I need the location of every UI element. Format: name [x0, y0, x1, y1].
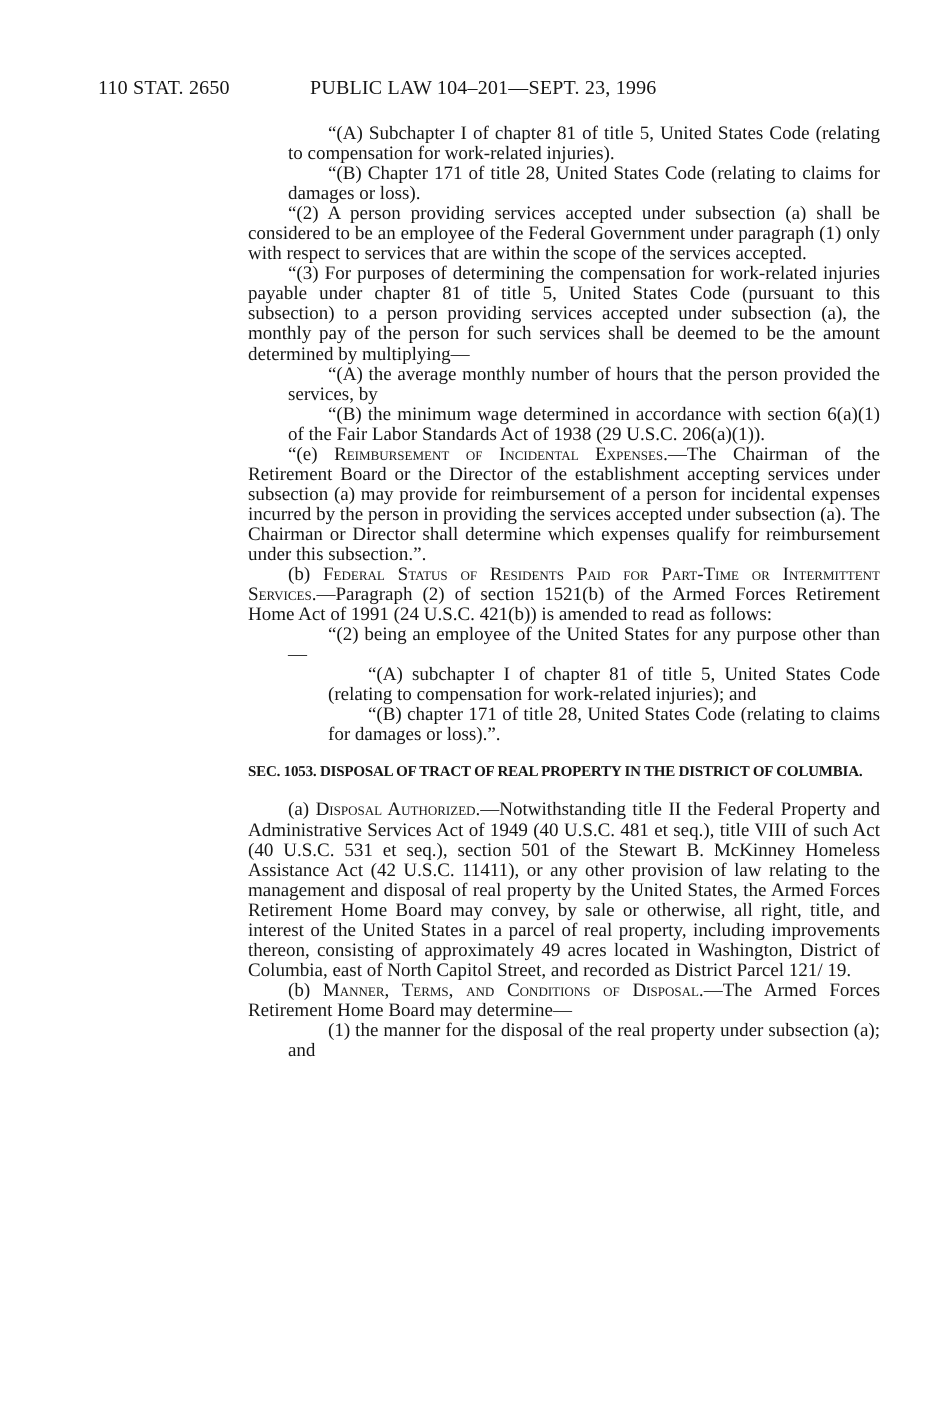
public-law-title: PUBLIC LAW 104–201—SEPT. 23, 1996	[310, 77, 657, 99]
stat-citation: 110 STAT. 2650	[98, 77, 230, 99]
subsection-heading: Disposal Authorized.	[315, 799, 481, 821]
paragraph: “(e) Reimbursement of Incidental Expenses.—The Chairman of the Retirement Board or the Director of the establishment accepting services under subsection (a) may provide for reimbursement of a person for incidental expenses incurred by the person in providing the services accepted under subsection (a). The Chairman or Director shall determine which expenses qualify for reimbursement under this subsection.”.	[248, 443, 880, 565]
paragraph: “(B) Chapter 171 of title 28, United States Code (relating to claims for damages or loss).	[288, 163, 880, 205]
page-header	[98, 77, 657, 100]
paragraph: “(A) subchapter I of chapter 81 of title 5, United States Code (relating to compensation for work-related injuries); and	[328, 664, 880, 706]
statute-text	[248, 124, 880, 1061]
paragraph: “(A) Subchapter I of chapter 81 of title 5, United States Code (relating to compensation for work-related injuries).	[288, 123, 880, 165]
paragraph: “(A) the average monthly number of hours that the person provided the services, by	[288, 363, 880, 405]
paragraph: “(B) the minimum wage determined in accordance with section 6(a)(1) of the Fair Labor Standards Act of 1938 (29 U.S.C. 206(a)(1)).	[288, 403, 880, 445]
subsection-heading: Reimbursement of Incidental Expenses.	[334, 443, 668, 465]
section-heading: SEC. 1053. DISPOSAL OF TRACT OF REAL PROPERTY IN THE DISTRICT OF COLUMBIA.	[248, 764, 863, 781]
paragraph: (b) Manner, Terms, and Conditions of Disposal.—The Armed Forces Retirement Home Board may determine—	[248, 979, 881, 1021]
subsection-heading: Manner, Terms, and Conditions of Disposal.	[322, 979, 704, 1001]
paragraph: (b) Federal Status of Residents Paid for Part-Time or Intermittent Services.—Paragraph (2) of section 1521(b) of the Armed Forces Retirement Home Act of 1991 (24 U.S.C. 421(b)) is amended to read as follows:	[248, 564, 880, 626]
paragraph: (a) Disposal Authorized.—Notwithstanding title II the Federal Property and Administrative Services Act of 1949 (40 U.S.C. 481 et seq.), title VIII of such Act (40 U.S.C. 531 et seq.), section 501 of the Stewart B. McKinney Homeless Assistance Act (42 U.S.C. 11411), or any other provision of law relating to the management and disposal of real property by the United States, the Armed Forces Retirement Home Board may convey, by sale or otherwise, all right, title, and interest of the United States in a parcel of real property, including improvements thereon, consisting of approximately 49 acres located in Washington, District of Columbia, east of North Capitol Street, and recorded as District Parcel 121/ 19.	[248, 799, 881, 981]
paragraph: “(2) being an employee of the United States for any purpose other than—	[288, 624, 880, 666]
paragraph: “(B) chapter 171 of title 28, United States Code (relating to claims for damages or loss).”.	[328, 704, 880, 746]
paragraph: “(2) A person providing services accepted under subsection (a) shall be considered to be an employee of the Federal Government under paragraph (1) only with respect to services that are within the scope of the services accepted.	[248, 203, 880, 265]
subsection-heading: Federal Status of Residents Paid for Part-Time or Intermittent Services.	[248, 564, 880, 606]
paragraph: (1) the manner for the disposal of the real property under subsection (a); and	[288, 1019, 880, 1062]
paragraph: “(3) For purposes of determining the compensation for work-related injuries payable under chapter 81 of title 5, United States Code (pursuant to this subsection) to a person providing services accepted under subsection (a), the monthly pay of the person for such services shall be deemed to be the amount determined by multiplying—	[248, 263, 880, 365]
